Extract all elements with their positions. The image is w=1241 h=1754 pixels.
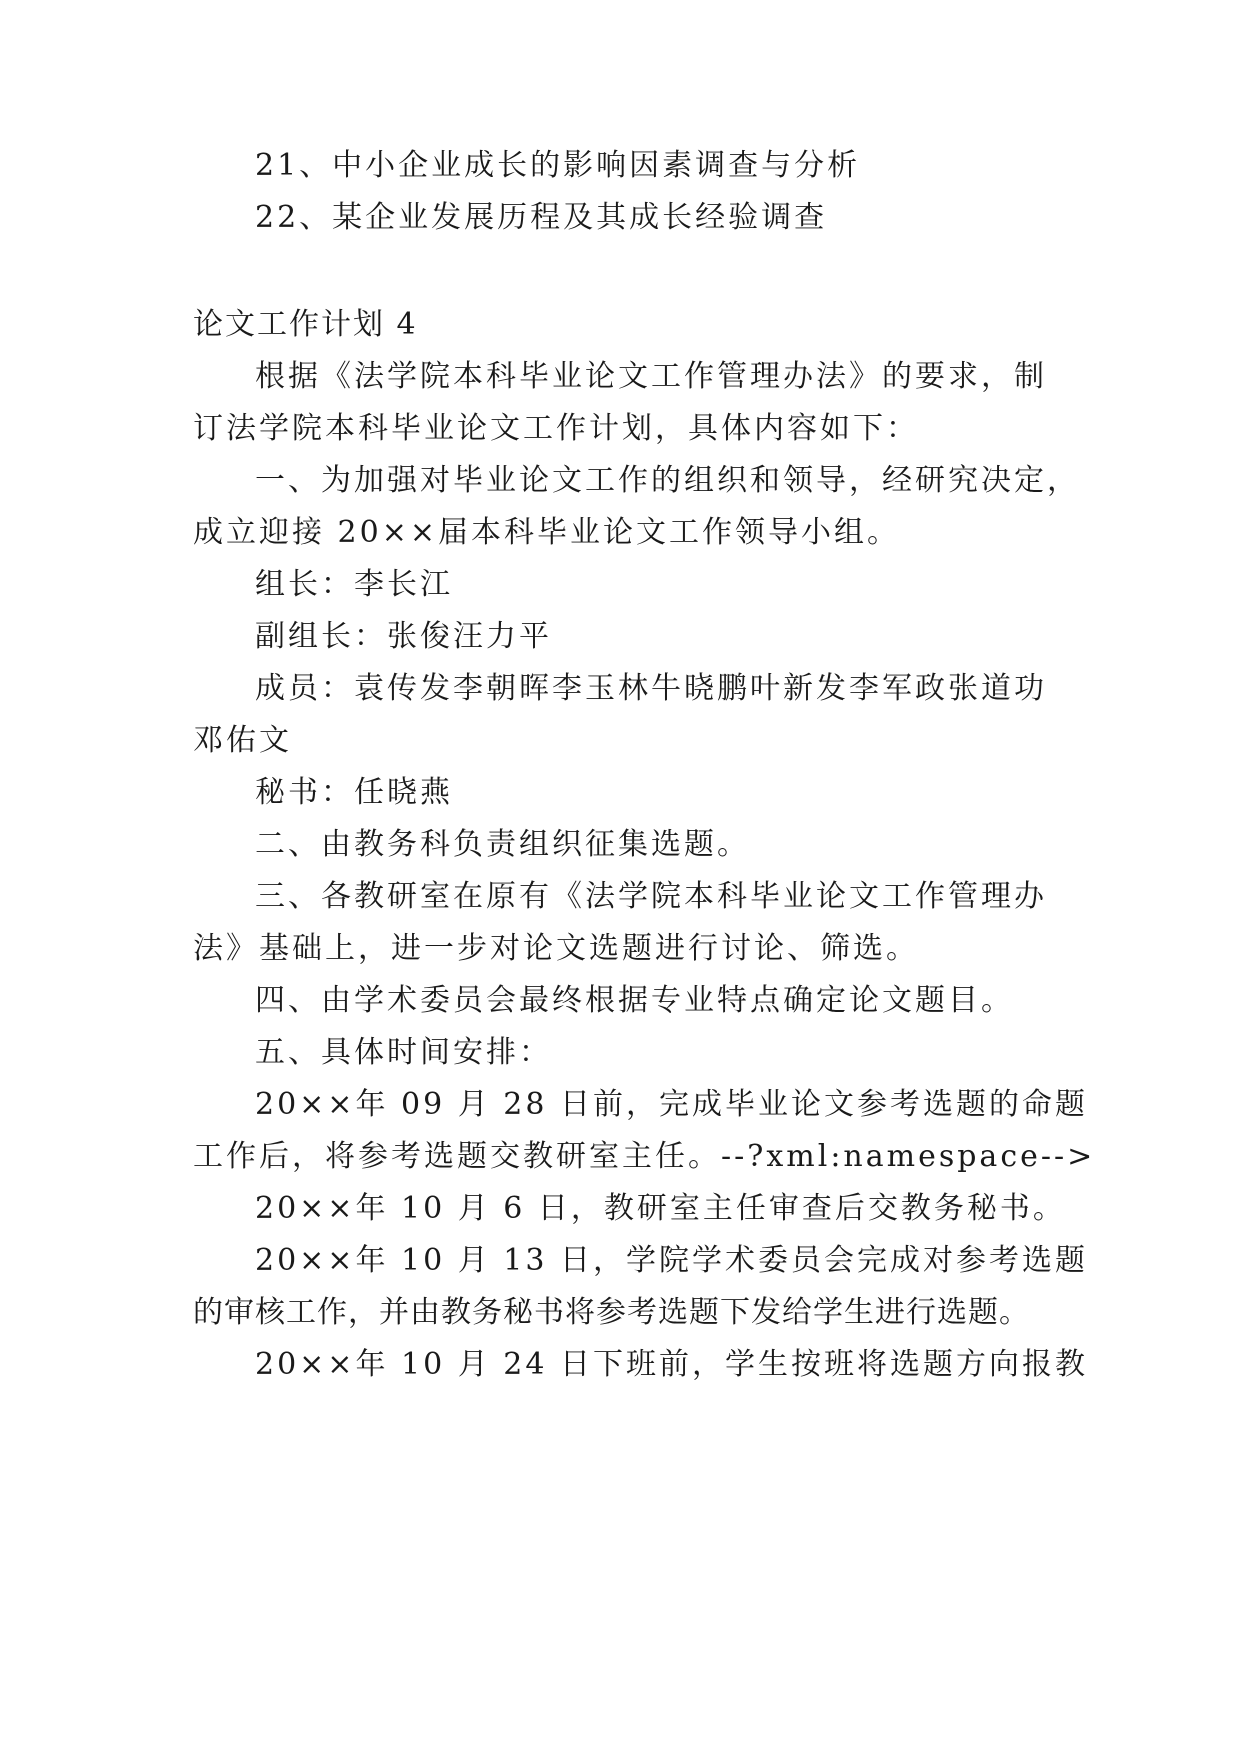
list-item-22: 22、某企业发展历程及其成长经验调查 xyxy=(255,200,828,235)
paragraph-line: 根据《法学院本科毕业论文工作管理办法》的要求，制 xyxy=(255,359,1047,394)
paragraph-line: 成员：袁传发李朝晖李玉林牛晓鹏叶新发李军政张道功 xyxy=(255,671,1047,706)
paragraph-line: 秘书：任晓燕 xyxy=(255,775,453,810)
paragraph-line: 工作后，将参考选题交教研室主任。--?xml:namespace--> xyxy=(193,1139,1096,1174)
paragraph-line: 20××年 10 月 13 日，学院学术委员会完成对参考选题 xyxy=(255,1243,1088,1278)
paragraph-line: 20××年 10 月 24 日下班前，学生按班将选题方向报教 xyxy=(255,1347,1088,1382)
paragraph-line: 副组长：张俊汪力平 xyxy=(255,619,552,654)
paragraph-line: 成立迎接 20××届本科毕业论文工作领导小组。 xyxy=(193,515,900,550)
paragraph-line: 订法学院本科毕业论文工作计划，具体内容如下： xyxy=(193,411,919,446)
paragraph-line: 四、由学术委员会最终根据专业特点确定论文题目。 xyxy=(255,983,1014,1018)
paragraph-line: 一、为加强对毕业论文工作的组织和领导，经研究决定， xyxy=(255,463,1080,498)
paragraph-line: 二、由教务科负责组织征集选题。 xyxy=(255,827,750,862)
paragraph-line: 20××年 10 月 6 日，教研室主任审查后交教务秘书。 xyxy=(255,1191,1066,1226)
paragraph-line: 三、各教研室在原有《法学院本科毕业论文工作管理办 xyxy=(255,879,1047,914)
paragraph-line: 的审核工作，并由教务秘书将参考选题下发给学生进行选题。 xyxy=(193,1295,1030,1330)
list-item-21: 21、中小企业成长的影响因素调查与分析 xyxy=(255,148,861,183)
paragraph-line: 五、具体时间安排： xyxy=(255,1035,552,1070)
paragraph-line: 邓佑文 xyxy=(193,723,292,758)
paragraph-line: 组长：李长江 xyxy=(255,567,453,602)
paragraph-line: 法》基础上，进一步对论文选题进行讨论、筛选。 xyxy=(193,931,919,966)
paragraph-line: 20××年 09 月 28 日前，完成毕业论文参考选题的命题 xyxy=(255,1087,1088,1122)
section-heading: 论文工作计划 4 xyxy=(193,307,418,342)
